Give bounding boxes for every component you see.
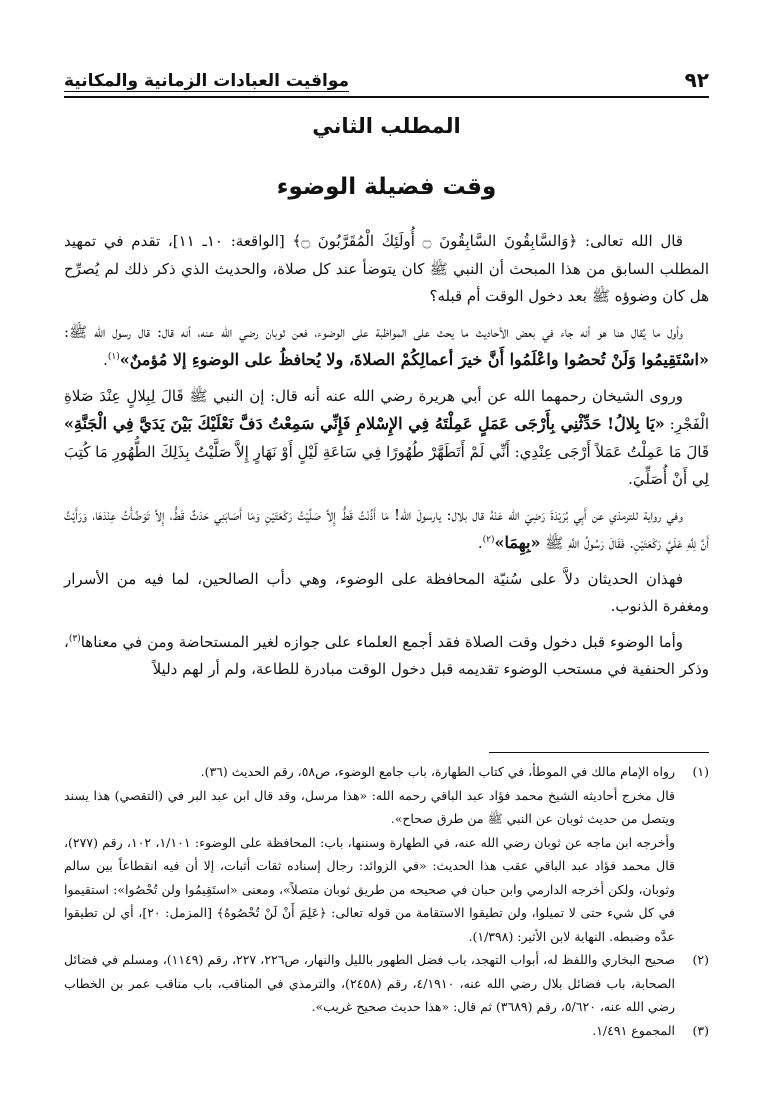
text-run: وفي رواية للترمذي عن أَبِي بُرَيْدَةَ رَضِيَ الله عَنْهُ قال بلال: يارسولَ الله! مَا أَذَّنْتُ قَطُّ إِلاَّ صَلَّيْتُ رَكْعَتَيْنِ وَمَا أَصَابَنِي حَدَثٌ قَطُّ، إِلاَّ تَوَضَّأْتُ عِنْدَهَا، وَرَأَيْتُ أَنَّ لِلَّهِ عَلَيَّ رَكْعَتَيْنِ. فَقَالَ رَسُولُ اللَّهِ ﷺ: [64, 505, 709, 552]
running-title: مواقيت العبادات الزمانية والمكانية: [64, 71, 349, 91]
page-number: ٩٢: [684, 68, 709, 92]
footnote-text: صحيح البخاري واللفظ له، أبواب التهجد، باب فضل الطهور بالليل والنهار، ص٢٢٦، ٢٢٧، رقم (١١٤٩)، ومسلم في فضائل الصحابة، باب فضائل بلال رضي الله عنه، ٤/١٩١٠، رقم (٢٤٥٨)، والترمذي في المناقب، باب مناقب عمر بن الخطاب رضي الله عنه، ٥/٦٢٠، رقم (٣٦٨٩) ثم قال: «هذا حديث صحيح غريب».: [64, 952, 675, 1014]
paragraph: [64, 629, 709, 684]
footnotes: [64, 760, 709, 1042]
text-run: .: [103, 351, 108, 369]
footnote-ref: (٢): [482, 535, 495, 545]
footnote-body: [64, 1019, 675, 1043]
hadith-quote: «يَا بِلالُ! حَدِّثْنِي بِأَرْجَى عَمَلٍ عَمِلْتَهُ فِي الإِسْلامِ فَإِنِّي سَمِعْتُ دَفَّ نَعْلَيْكَ بَيْنَ يَدَيَّ فِي الْجَنَّةِ»: [64, 414, 665, 433]
hadith-quote: «اسْتَقِيمُوا وَلَنْ تُحصُوا واعْلَمُوا أَنَّ خيرَ أعمالِكُمْ الصلاةَ، ولا يُحافظُ على الوضوءِ إلا مُؤمنٌ»: [119, 350, 709, 369]
footnote-number: (٢): [692, 952, 709, 967]
footnote-text: قال مخرج أحاديثه الشيخ محمد فؤاد عبد الباقي رحمه الله: «هذا مرسل، وقد قال ابن عبد البر في (التقصي) هذا يسند ويتصل من حديث ثوبان عن النبي ﷺ من طرق صحاح».: [64, 787, 675, 826]
footnote-divider: [489, 752, 709, 753]
text-run: وأما الوضوء قبل دخول وقت الصلاة فقد أجمع العلماء على جوازه لغير المستحاضة ومن في معناها: [80, 632, 684, 651]
footnote-body: [64, 760, 675, 948]
paragraph: [64, 383, 709, 494]
text-run: .: [477, 534, 483, 552]
footnote-number: (٣): [692, 1022, 709, 1038]
section-title: المطلب الثاني: [312, 114, 461, 138]
text-run: فهذان الحديثان دلاَّ على سُنيّة المحافظة على الوضوء، وهي دأب الصالحين، لما فيه من الأسرار ومغفرة الذنوب.: [64, 569, 709, 615]
footnote: [64, 948, 709, 1019]
paragraph: [64, 566, 709, 621]
paragraph: [64, 502, 709, 558]
footnote-text: وأخرجه ابن ماجه عن ثوبان رضي الله عنه، في الطهارة وسننها، باب: المحافظة على الوضوء: ١/١٠١، ١٠٢، رقم (٢٧٧)، قال محمد فؤاد عبد الباقي عقب هذا الحديث: «في الزوائد: رجال إسناده ثقات أثبات، إلا أن فيه انقطاعاً بين سالم وثوبان، ولكن أخرجه الدارمي وابن حبان في صحيحه من طريق ثوبان متصلاً»، ومعنى «استَقِيمُوا ولن تُحْصُوا»: استقيموا في كل شيء حتى لا تميلوا، ولن تطيقوا الاستقامة من قوله تعالى: ﴿عَلِمَ أَنْ لَنْ تُحْصُوهُ﴾ [المزمل: ٢٠]، أي لن تطيقوا عدَّه وضبطه. النهاية لابن الأثير: (١/٣٩٨).: [64, 834, 675, 944]
footnote-ref: (١): [107, 352, 120, 362]
text-run: وروى الشيخان رحمهما الله عن أبي هريرة رضي الله عنه أنه قال: إن النبي ﷺ قَالَ لِبِلالٍ عِنْدَ صَلاةِ الْفَجْرِ:: [64, 386, 710, 433]
footnote-number: (١): [692, 764, 709, 779]
page-header: [64, 58, 709, 98]
main-text: [64, 228, 709, 692]
text-run: قَالَ مَا عَمِلْتُ عَمَلاً أَرْجَى عِنْدِي: أَنِّي لَمْ أَتَطَهَّرْ طُهُورًا فِي سَاعَةِ لَيْلٍ أَوْ نَهَارٍ إِلاَّ صَلَّيْتُ بِذَلِكَ الطُّهُورِ مَا كُتِبَ لِي أَنْ أُصَلِّيَ.: [64, 442, 709, 488]
text-run: وأول ما يُقال هنا هو أنه جاء في بعض الأحاديث ما يحث على المواظبة على الوضوء، فعن ثوبان رضي الله عنه، أنه قال: قال رسول الله ﷺ:: [64, 322, 683, 341]
footnote-text: المجموع ١/٤٩١.: [592, 1022, 675, 1038]
footnote-text: رواه الإمام مالك في الموطأ، في كتاب الطهارة، باب جامع الوضوء، ص٥٨، رقم الحديث (٣٦).: [200, 764, 675, 779]
footnote-body: [64, 948, 675, 1019]
footnote: [64, 760, 709, 948]
paragraph: [64, 319, 709, 375]
footnote-ref: (٣): [68, 633, 81, 644]
paragraph: [64, 228, 709, 311]
subsection-title: وقت فضيلة الوضوء: [276, 174, 497, 200]
hadith-quote: «بِهِمَا»: [494, 533, 541, 552]
text-run: قال الله تعالى: ﴿وَالسَّابِقُونَ السَّابِقُونَ ۝ أُولَئِكَ الْمُقَرَّبُونَ ۝﴾ [الواقعة: ١٠ـ ١١]، تقدم في تمهيد المطلب السابق من هذا المبحث أن النبي ﷺ كان يتوضأ عند كل صلاة، والحديث الذي ذكر ذلك لم يُصرِّح هل كان وضوؤه ﷺ بعد دخول الوقت أم قبله؟: [64, 232, 709, 305]
text-run: ، وذكر الحنفية في مستحب الوضوء تقديمه قبل دخول الوقت مبادرة للطاعة، ولم أر لهم دليلاً: [64, 632, 709, 678]
footnote: [64, 1019, 709, 1043]
